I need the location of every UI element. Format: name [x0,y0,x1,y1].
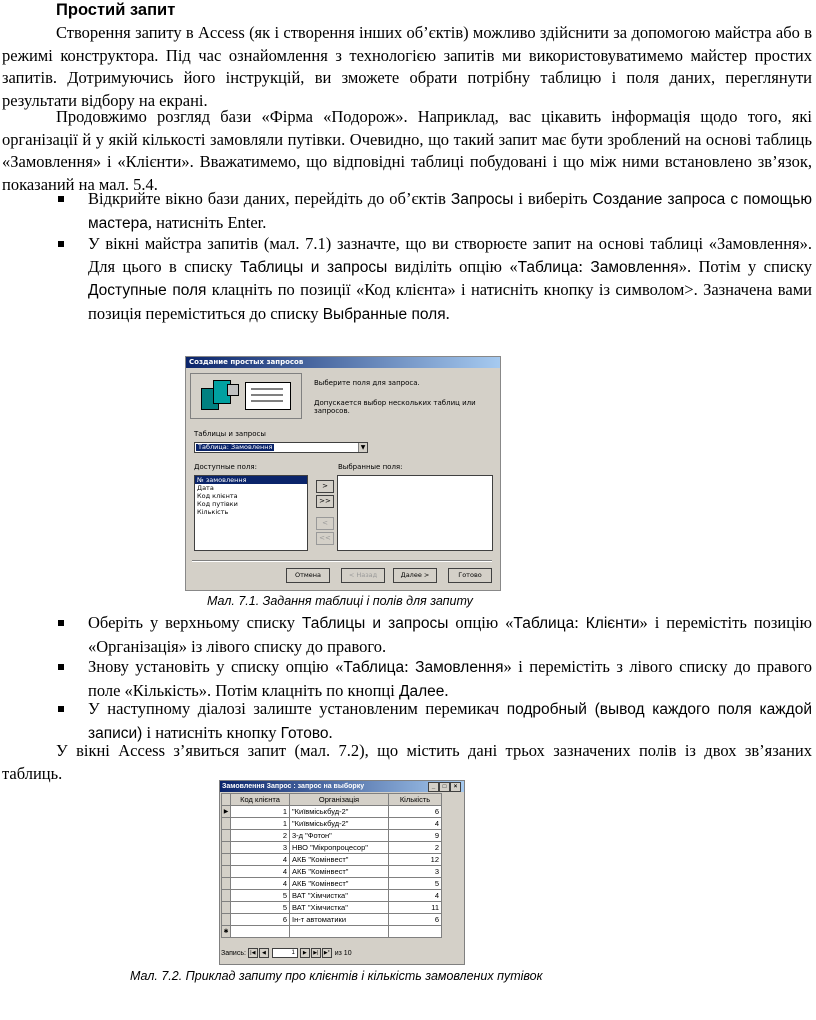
available-fields-label: Доступные поля: [194,463,257,471]
table-cell[interactable]: 3 [389,866,442,878]
list-item[interactable]: Код путівки [197,500,238,508]
wizard-illustration [190,373,302,419]
table-cell[interactable]: 6 [389,806,442,818]
figure-caption-7-2: Мал. 7.2. Приклад запиту про клієнтів і кількість замовлених путівок [130,969,543,983]
next-record-icon[interactable]: ▶ [300,948,310,958]
move-one-left-button[interactable]: < [316,517,334,530]
query-result-table [221,793,442,938]
bullet-clients: Оберіть у верхньому списку Таблицы и запросы опцію «Таблица: Клієнти» і перемістіть позицію «Організація» із лівого списку до правого. [88,612,812,658]
row-selector[interactable] [222,818,231,830]
table-row[interactable] [222,830,442,842]
table-cell[interactable]: 4 [231,878,290,890]
table-cell[interactable]: ВАТ "Хімчистка" [290,890,389,902]
table-cell[interactable]: 4 [231,866,290,878]
current-row-icon[interactable]: ▶ [222,806,231,818]
bullet-marker [58,196,64,202]
row-selector-header[interactable] [222,794,231,806]
query-result-window [219,780,465,965]
list-item[interactable]: Дата [197,484,214,492]
table-cell[interactable]: 11 [389,902,442,914]
bullet-finish: У наступному діалозі залиште установленим перемикач подробный (вывод каждого поля каждой записи) і натисніть кнопку Готово. [88,698,812,745]
wizard-hint: Допускается выбор нескольких таблиц или запросов. [314,399,476,415]
row-selector[interactable] [222,842,231,854]
bullet-marker [58,241,64,247]
table-cell[interactable]: ВАТ "Хімчистка" [290,902,389,914]
wizard-prompt: Выберите поля для запроса. [314,379,420,387]
table-row[interactable] [222,854,442,866]
close-icon[interactable]: × [450,782,461,792]
move-all-left-button[interactable]: << [316,532,334,545]
record-total: из 10 [334,950,352,957]
row-selector[interactable] [222,902,231,914]
table-cell[interactable]: 2 [231,830,290,842]
table-cell[interactable]: АКБ "Комінвест" [290,866,389,878]
move-all-right-button[interactable]: >> [316,495,334,508]
wizard-title-bar: Создание простых запросов [186,357,500,368]
table-cell[interactable]: 1 [231,818,290,830]
back-button[interactable]: < Назад [341,568,385,583]
paragraph-result: У вікні Access з’явиться запит (мал. 7.2), що містить дані трьох зазначених полів із двох зв’язаних таблиць. [2,741,812,783]
bullet-marker [58,620,64,626]
tables-combo-value: Таблица: Замовлення [198,443,273,451]
last-record-icon[interactable]: ▶| [311,948,321,958]
table-cell[interactable]: 5 [231,890,290,902]
row-selector[interactable] [222,830,231,842]
table-cell[interactable]: 5 [231,902,290,914]
section-heading: Простий запит [56,1,176,19]
table-cell[interactable]: 2 [389,842,442,854]
table-cell[interactable]: 3 [231,842,290,854]
query-window-title: Замовлення Запрос : запрос на выборку [222,783,365,790]
minimize-icon[interactable]: _ [428,782,439,792]
table-row[interactable] [222,890,442,902]
simple-query-wizard-screenshot [185,356,501,591]
table-row[interactable] [222,914,442,926]
row-selector[interactable] [222,866,231,878]
table-cell[interactable]: 1 [231,806,290,818]
list-item[interactable]: Код клієнта [197,492,238,500]
table-cell[interactable]: 4 [389,890,442,902]
table-row[interactable] [222,878,442,890]
next-button[interactable]: Далее > [393,568,437,583]
query-window-title-bar [220,781,464,792]
column-header[interactable]: Організація [290,794,389,806]
table-cell[interactable]: 9 [389,830,442,842]
table-cell[interactable]: АКБ "Комінвест" [290,854,389,866]
row-selector[interactable] [222,890,231,902]
table-header-row [222,794,442,806]
figure-caption-7-1: Мал. 7.1. Задання таблиці і полів для запиту [207,594,473,608]
row-selector[interactable] [222,878,231,890]
table-cell[interactable]: "Київміськбуд-2" [290,806,389,818]
table-row[interactable] [222,866,442,878]
tables-label: Таблицы и запросы [194,430,266,438]
tables-combo[interactable] [194,442,368,453]
row-selector[interactable] [222,854,231,866]
table-cell[interactable]: 4 [389,818,442,830]
bullet-marker [58,664,64,670]
table-cell[interactable]: Ін-т автоматики [290,914,389,926]
selected-fields-label: Выбранные поля: [338,463,403,471]
list-item[interactable]: Кількість [197,508,229,516]
table-cell[interactable]: НВО "Мікропроцесор" [290,842,389,854]
column-header[interactable]: Код клієнта [231,794,290,806]
divider [192,560,492,562]
chevron-down-icon[interactable]: ▼ [358,443,367,452]
first-record-icon[interactable]: |◀ [248,948,258,958]
list-item[interactable]: № замовлення [195,476,307,484]
record-label: Запись: [221,950,246,957]
move-one-right-button[interactable]: > [316,480,334,493]
finish-button[interactable]: Готово [448,568,492,583]
prev-record-icon[interactable]: ◀ [259,948,269,958]
selected-fields-list[interactable] [337,475,493,551]
table-cell[interactable]: АКБ "Комінвест" [290,878,389,890]
bullet-quantity: Знову установіть у списку опцію «Таблица: Замовлення» і перемістіть з лівого списку до правого поле «Кількість». Потім клацніть по кнопці Далее. [88,656,812,703]
record-number-field[interactable]: 1 [272,948,298,958]
column-header[interactable]: Кількість [389,794,442,806]
new-record-row[interactable] [222,926,442,938]
table-cell[interactable]: 4 [231,854,290,866]
table-cell[interactable] [389,926,442,938]
available-fields-list[interactable] [194,475,308,551]
bullet-marker [58,706,64,712]
table-cell[interactable]: 6 [389,914,442,926]
table-row[interactable] [222,842,442,854]
paragraph-intro: Створення запиту в Access (як і створення інших об’єктів) можливо здійснити за допомогою майстра або в режимі конструктора. Під час ознайомлення з технологією запитів ми використовуватимемо майстер простих запитів. Дотримуючись його інструкцій, ви зможете обрати потрібну таблицю і поля даних, переглянути результати відбору на екрані. [2,23,812,110]
bullet-wizard: У вікні майстра запитів (мал. 7.1) зазначте, що ви створюєте запит на основі таблиці «Замовлення». Для цього в списку Таблицы и запросы виділіть опцію «Таблица: Замовлення». Потім у списку Доступные поля клацніть по позиції «Код клієнта» і натисніть кнопку із символом>. Зазначена вами позиція переміститься до списку Выбранные поля. [88,233,812,326]
table-row[interactable] [222,818,442,830]
new-record-nav-icon[interactable]: ▶* [322,948,332,958]
table-row[interactable] [222,902,442,914]
new-record-icon[interactable]: ✱ [222,926,231,938]
table-cell[interactable]: "Київміськбуд-2" [290,818,389,830]
row-selector[interactable] [222,914,231,926]
record-navigator [221,948,461,960]
bullet-open-db: Відкрийте вікно бази даних, перейдіть до об’єктів Запросы і виберіть Создание запроса с помощью мастера, натисніть Enter. [88,188,812,235]
table-cell[interactable]: 12 [389,854,442,866]
table-cell[interactable] [231,926,290,938]
table-cell[interactable]: 6 [231,914,290,926]
cancel-button[interactable]: Отмена [286,568,330,583]
table-cell[interactable] [290,926,389,938]
maximize-icon[interactable]: □ [439,782,450,792]
paragraph-example: Продовжимо розгляд бази «Фірма «Подорож». Наприклад, вас цікавить інформація щодо того, які організації й у якій кількості замовляли путівки. Очевидно, що такий запит має бути зроблений на основі таблиць «Замовлення» і «Клієнти». Вважатимемо, що відповідні таблиці побудовані і що між ними встановлено зв’язок, показаний на мал. 5.4. [2,107,812,194]
table-row[interactable] [222,806,442,818]
table-cell[interactable]: 3-д "Фотон" [290,830,389,842]
table-cell[interactable]: 5 [389,878,442,890]
